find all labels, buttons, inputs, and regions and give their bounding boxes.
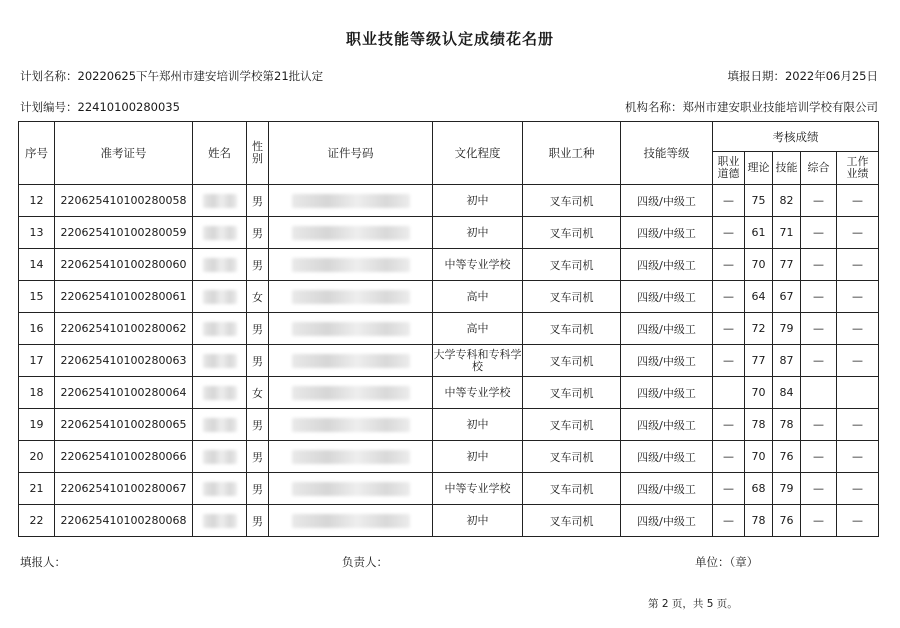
redacted-id [292,322,410,336]
header-occupation: 职业工种 [523,122,621,185]
cell-theory: 75 [745,185,773,217]
cell-gender: 女 [247,377,269,409]
cell-education: 初中 [433,441,523,473]
cell-education: 中等专业学校 [433,473,523,505]
cell-performance: — [837,473,879,505]
cell-seq: 20 [19,441,55,473]
cell-name [193,313,247,345]
cell-skill-level: 四级/中级工 [621,377,713,409]
fill-date-label: 填报日期： [727,69,785,83]
header-scores: 考核成绩 [713,122,879,152]
redacted-name [203,418,237,432]
cell-education: 中等专业学校 [433,249,523,281]
cell-ethics: — [713,473,745,505]
cell-seq: 19 [19,409,55,441]
redacted-id [292,226,410,240]
cell-gender: 男 [247,409,269,441]
cell-skill: 78 [773,409,801,441]
organization-value: 郑州市建安职业技能培训学校有限公司 [682,100,878,114]
redacted-name [203,226,237,240]
cell-ethics: — [713,249,745,281]
cell-skill: 77 [773,249,801,281]
table-row [19,409,879,441]
header-gender: 性别 [247,122,269,185]
organization-label: 机构名称： [625,100,683,114]
cell-skill-level: 四级/中级工 [621,441,713,473]
cell-seq: 13 [19,217,55,249]
redacted-id [292,450,410,464]
cell-id-number [269,345,433,377]
header-seq: 序号 [19,122,55,185]
cell-seq: 14 [19,249,55,281]
cell-id-number [269,217,433,249]
cell-theory: 78 [745,505,773,537]
table-row [19,217,879,249]
unit-label: 单位：（章） [695,555,759,569]
cell-gender: 男 [247,313,269,345]
cell-performance: — [837,505,879,537]
cell-skill: 76 [773,505,801,537]
cell-theory: 77 [745,345,773,377]
cell-theory: 70 [745,441,773,473]
cell-comprehensive: — [801,185,837,217]
cell-ticket-number: 220625410100280058 [55,185,193,217]
header-performance: 工作业绩 [837,152,879,185]
table-row [19,505,879,537]
cell-seq: 22 [19,505,55,537]
cell-seq: 12 [19,185,55,217]
redacted-id [292,194,410,208]
table-row [19,441,879,473]
redacted-name [203,354,237,368]
cell-ticket-number: 220625410100280060 [55,249,193,281]
cell-skill-level: 四级/中级工 [621,505,713,537]
cell-ticket-number: 220625410100280067 [55,473,193,505]
cell-comprehensive [801,377,837,409]
redacted-id [292,290,410,304]
plan-number-line [20,99,180,115]
cell-performance: — [837,185,879,217]
cell-ticket-number: 220625410100280061 [55,281,193,313]
cell-id-number [269,313,433,345]
cell-performance: — [837,313,879,345]
table-row [19,345,879,377]
cell-skill: 71 [773,217,801,249]
cell-performance: — [837,441,879,473]
filler-label: 填报人： [20,555,66,569]
header-comprehensive: 综合 [801,152,837,185]
cell-skill: 82 [773,185,801,217]
cell-occupation: 叉车司机 [523,281,621,313]
cell-ethics: — [713,409,745,441]
cell-gender: 女 [247,281,269,313]
cell-occupation: 叉车司机 [523,345,621,377]
redacted-id [292,386,410,400]
header-theory: 理论 [745,152,773,185]
cell-name [193,281,247,313]
organization-line [625,99,878,115]
cell-ethics: — [713,313,745,345]
cell-ticket-number: 220625410100280059 [55,217,193,249]
cell-skill-level: 四级/中级工 [621,217,713,249]
cell-education: 初中 [433,185,523,217]
cell-ethics: — [713,345,745,377]
header-ethics: 职业道德 [713,152,745,185]
cell-ticket-number: 220625410100280066 [55,441,193,473]
redacted-name [203,194,237,208]
cell-ethics [713,377,745,409]
cell-theory: 68 [745,473,773,505]
cell-comprehensive: — [801,249,837,281]
cell-theory: 72 [745,313,773,345]
header-education: 文化程度 [433,122,523,185]
cell-performance: — [837,249,879,281]
cell-theory: 61 [745,217,773,249]
cell-occupation: 叉车司机 [523,185,621,217]
redacted-name [203,258,237,272]
fill-date-line [727,68,878,84]
cell-comprehensive: — [801,313,837,345]
cell-comprehensive: — [801,505,837,537]
responsible-label: 负责人： [342,555,388,569]
cell-education: 大学专科和专科学校 [433,345,523,377]
cell-theory: 70 [745,249,773,281]
table-row [19,281,879,313]
cell-ethics: — [713,441,745,473]
redacted-name [203,322,237,336]
cell-skill: 84 [773,377,801,409]
cell-name [193,409,247,441]
cell-skill: 87 [773,345,801,377]
table-row [19,185,879,217]
cell-skill-level: 四级/中级工 [621,313,713,345]
cell-seq: 15 [19,281,55,313]
cell-comprehensive: — [801,281,837,313]
plan-name-label: 计划名称： [20,69,78,83]
page-title: 职业技能等级认定成绩花名册 [345,30,554,48]
cell-ticket-number: 220625410100280062 [55,313,193,345]
cell-id-number [269,441,433,473]
cell-ethics: — [713,217,745,249]
cell-performance: — [837,409,879,441]
cell-occupation: 叉车司机 [523,409,621,441]
cell-performance: — [837,217,879,249]
cell-comprehensive: — [801,473,837,505]
table-row [19,249,879,281]
cell-name [193,441,247,473]
cell-education: 中等专业学校 [433,377,523,409]
redacted-id [292,514,410,528]
cell-theory: 64 [745,281,773,313]
cell-skill-level: 四级/中级工 [621,185,713,217]
redacted-name [203,514,237,528]
header-id-number: 证件号码 [269,122,433,185]
cell-occupation: 叉车司机 [523,313,621,345]
cell-name [193,249,247,281]
cell-id-number [269,377,433,409]
cell-comprehensive: — [801,345,837,377]
plan-number-label: 计划编号： [20,100,78,114]
cell-skill-level: 四级/中级工 [621,281,713,313]
cell-gender: 男 [247,473,269,505]
cell-skill-level: 四级/中级工 [621,473,713,505]
cell-name [193,345,247,377]
cell-gender: 男 [247,249,269,281]
header-ticket-number: 准考证号 [55,122,193,185]
redacted-name [203,290,237,304]
table-row [19,473,879,505]
cell-skill-level: 四级/中级工 [621,409,713,441]
cell-skill-level: 四级/中级工 [621,249,713,281]
cell-ethics: — [713,185,745,217]
cell-theory: 70 [745,377,773,409]
cell-skill-level: 四级/中级工 [621,345,713,377]
cell-ticket-number: 220625410100280064 [55,377,193,409]
redacted-name [203,450,237,464]
redacted-id [292,418,410,432]
cell-occupation: 叉车司机 [523,473,621,505]
roster-body [19,185,879,537]
cell-seq: 16 [19,313,55,345]
cell-occupation: 叉车司机 [523,441,621,473]
fill-date-value: 2022年06月25日 [784,69,878,83]
header-skill-level: 技能等级 [621,122,713,185]
cell-performance [837,377,879,409]
redacted-name [203,386,237,400]
cell-name [193,217,247,249]
cell-gender: 男 [247,441,269,473]
plan-name-line [20,68,323,84]
cell-performance: — [837,345,879,377]
cell-occupation: 叉车司机 [523,249,621,281]
cell-ticket-number: 220625410100280063 [55,345,193,377]
cell-comprehensive: — [801,441,837,473]
cell-education: 高中 [433,281,523,313]
cell-gender: 男 [247,505,269,537]
cell-id-number [269,281,433,313]
cell-theory: 78 [745,409,773,441]
cell-name [193,377,247,409]
page-info: 第 2 页，共 5 页。 [648,598,738,610]
redacted-id [292,258,410,272]
cell-occupation: 叉车司机 [523,217,621,249]
plan-name-value: 20220625下午郑州市建安培训学校第21批认定 [77,69,324,83]
cell-id-number [269,505,433,537]
cell-gender: 男 [247,217,269,249]
redacted-name [203,482,237,496]
cell-id-number [269,409,433,441]
score-roster-table [18,121,879,537]
cell-education: 初中 [433,505,523,537]
cell-skill: 76 [773,441,801,473]
cell-seq: 17 [19,345,55,377]
cell-skill: 79 [773,473,801,505]
cell-occupation: 叉车司机 [523,505,621,537]
cell-ticket-number: 220625410100280065 [55,409,193,441]
cell-ethics: — [713,505,745,537]
cell-skill: 79 [773,313,801,345]
cell-id-number [269,249,433,281]
cell-seq: 21 [19,473,55,505]
cell-performance: — [837,281,879,313]
cell-education: 初中 [433,217,523,249]
cell-ticket-number: 220625410100280068 [55,505,193,537]
table-row [19,313,879,345]
cell-comprehensive: — [801,217,837,249]
header-name: 姓名 [193,122,247,185]
cell-education: 初中 [433,409,523,441]
plan-number-value: 22410100280035 [77,100,180,114]
cell-skill: 67 [773,281,801,313]
cell-occupation: 叉车司机 [523,377,621,409]
cell-education: 高中 [433,313,523,345]
header-skill: 技能 [773,152,801,185]
redacted-id [292,482,410,496]
cell-seq: 18 [19,377,55,409]
cell-id-number [269,473,433,505]
redacted-id [292,354,410,368]
cell-name [193,505,247,537]
cell-gender: 男 [247,345,269,377]
cell-ethics: — [713,281,745,313]
cell-name [193,473,247,505]
cell-comprehensive: — [801,409,837,441]
table-row [19,377,879,409]
cell-id-number [269,185,433,217]
cell-gender: 男 [247,185,269,217]
cell-name [193,185,247,217]
